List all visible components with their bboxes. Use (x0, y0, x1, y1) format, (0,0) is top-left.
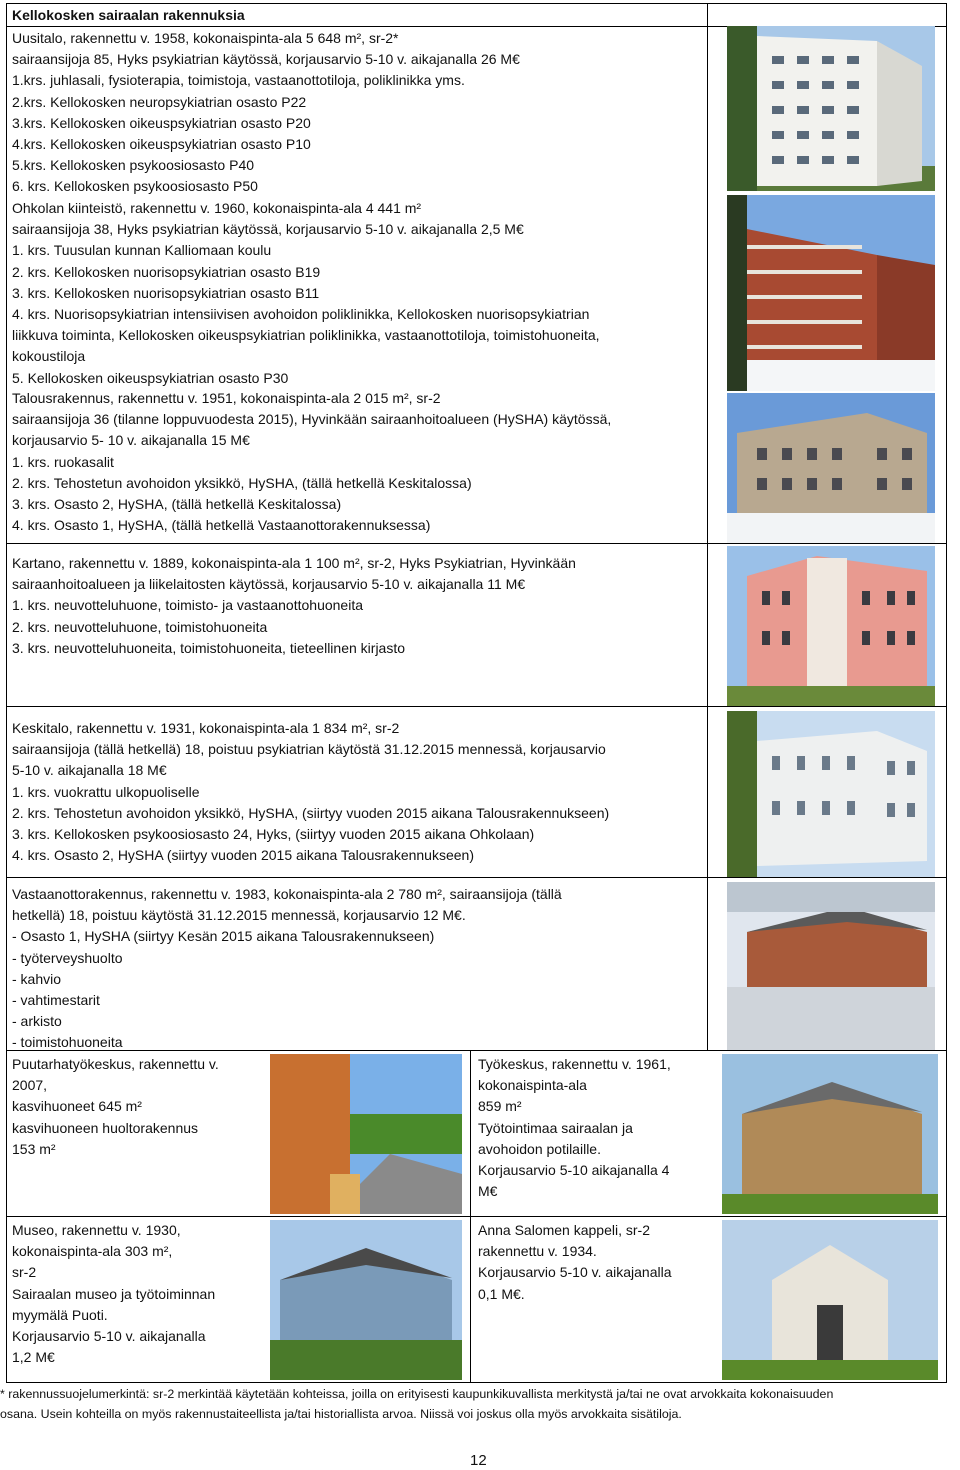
text-line: sairaansijoja 36 (tilanne loppuvuodesta 2015), Hyvinkään sairaanhoitoalueen (HySHA) käytössä, (12, 411, 612, 428)
page-number: 12 (470, 1452, 487, 1469)
keskitalo-description (12, 718, 609, 866)
text-line: sairaanhoitoalueen ja liikelaitosten käytössä, korjausarvio 5-10 v. aikajanalla 11 M€ (12, 576, 526, 593)
text-line: 2. krs. Tehostetun avohoidon yksikkö, HySHA, (tällä hetkellä Keskitalossa) (12, 474, 472, 491)
text-line: 5. Kellokosken oikeuspsykiatrian osasto P30 (12, 369, 289, 386)
column-divider (470, 1050, 471, 1383)
row-divider (6, 877, 947, 878)
ohkola-photo (727, 195, 935, 391)
text-line: Museo, rakennettu v. 1930, (12, 1222, 181, 1238)
text-line: - Osasto 1, HySHA (siirtyy Kesän 2015 aikana Talousrakennukseen) (12, 928, 435, 945)
text-line: - vahtimestarit (12, 991, 100, 1008)
text-line: 5-10 v. aikajanalla 18 M€ (12, 762, 167, 779)
puutarhatyokeskus-photo (270, 1054, 462, 1214)
text-line: Anna Salomen kappeli, sr-2 (478, 1222, 650, 1238)
text-line: sairaansijoja (tällä hetkellä) 18, poistuu psykiatrian käytöstä 31.12.2015 mennessä, korjausarvio (12, 741, 606, 758)
text-line: Keskitalo, rakennettu v. 1931, kokonaispinta-ala 1 834 m², sr-2 (12, 720, 400, 736)
text-line: korjausarvio 5- 10 v. aikajanalla 15 M€ (12, 432, 250, 449)
text-line: 1.krs. juhlasali, fysioterapia, toimistoja, vastaanottotiloja, poliklinikka yms. (12, 72, 465, 89)
text-line: - toimistohuoneita (12, 1034, 123, 1051)
vastaanottorakennus-description (12, 884, 562, 1054)
text-line: 4. krs. Osasto 2, HySHA (siirtyy vuoden 2015 aikana Talousrakennukseen) (12, 847, 474, 864)
row-divider (6, 706, 947, 707)
text-line: 1,2 M€ (12, 1349, 55, 1366)
text-line: kokonaispinta-ala 303 m², (12, 1243, 173, 1260)
text-line: myymälä Puoti. (12, 1306, 108, 1323)
tyokeskus-description (478, 1054, 671, 1202)
text-line: 3. krs. Osasto 2, HySHA, (tällä hetkellä Keskitalossa) (12, 495, 342, 512)
text-line: 3.krs. Kellokosken oikeuspsykiatrian osasto P20 (12, 114, 311, 131)
text-line: Uusitalo, rakennettu v. 1958, kokonaispinta-ala 5 648 m², sr-2* (12, 30, 399, 46)
uusitalo-description (12, 28, 520, 198)
column-divider (707, 3, 708, 1050)
museo-photo (270, 1220, 462, 1380)
text-line: 4.krs. Kellokosken oikeuspsykiatrian osasto P10 (12, 135, 311, 152)
text-line: - kahvio (12, 970, 62, 987)
text-line: Talousrakennus, rakennettu v. 1951, kokonaispinta-ala 2 015 m², sr-2 (12, 390, 441, 406)
text-line: 1. krs. Tuusulan kunnan Kalliomaan koulu (12, 242, 272, 259)
text-line: Työtointimaa sairaalan ja (478, 1119, 633, 1136)
text-line: 0,1 M€. (478, 1285, 525, 1302)
row-divider (6, 543, 947, 544)
text-line: 3. krs. neuvotteluhuoneita, toimistohuoneita, tieteellinen kirjasto (12, 639, 406, 656)
text-line: 5.krs. Kellokosken psykoosiosasto P40 (12, 157, 255, 174)
tyokeskus-photo (722, 1054, 938, 1214)
kartano-photo (727, 546, 935, 706)
text-line: 6. krs. Kellokosken psykoosiosasto P50 (12, 178, 258, 195)
text-line: avohoidon potilaille. (478, 1140, 601, 1157)
text-line: 1. krs. vuokrattu ulkopuoliselle (12, 783, 200, 800)
puutarhatyokeskus-description (12, 1054, 219, 1160)
text-line: kokonaispinta-ala (478, 1077, 587, 1094)
text-line: Kartano, rakennettu v. 1889, kokonaispinta-ala 1 100 m², sr-2, Hyks Psykiatrian, Hyvinkään (12, 555, 576, 571)
text-line: sr-2 (12, 1264, 37, 1281)
kartano-description (12, 553, 576, 659)
text-line: Korjausarvio 5-10 aikajanalla 4 (478, 1161, 670, 1178)
page-title: Kellokosken sairaalan rakennuksia (12, 7, 245, 23)
museo-description (12, 1220, 215, 1368)
talousrakennus-description (12, 388, 611, 536)
text-line: 1. krs. neuvotteluhuone, toimisto- ja vastaanottohuoneita (12, 597, 363, 614)
text-line: 859 m² (478, 1098, 522, 1115)
text-line: Ohkolan kiinteistö, rakennettu v. 1960, kokonaispinta-ala 4 441 m² (12, 200, 422, 216)
text-line: 2. krs. neuvotteluhuone, toimistohuoneita (12, 618, 268, 635)
ohkola-description (12, 198, 600, 389)
text-line: - arkisto (12, 1013, 62, 1030)
text-line: hetkellä) 18, poistuu käytöstä 31.12.2015 mennessä, korjausarvio 12 M€. (12, 907, 466, 924)
text-line: 3. krs. Kellokosken nuorisopsykiatrian osasto B11 (12, 284, 320, 301)
text-line: kokoustiloja (12, 348, 86, 365)
text-line: - työterveyshuolto (12, 949, 123, 966)
text-line: kasvihuoneet 645 m² (12, 1098, 142, 1115)
text-line: 4. krs. Osasto 1, HySHA, (tällä hetkellä Vastaanottorakennuksessa) (12, 517, 431, 534)
kappeli-photo (722, 1220, 938, 1380)
text-line: 2. krs. Kellokosken nuorisopsykiatrian osasto B19 (12, 263, 321, 280)
row-divider (6, 1216, 947, 1217)
text-line: 2. krs. Tehostetun avohoidon yksikkö, HySHA, (siirtyy vuoden 2015 aikana Talousrakennukseen) (12, 804, 610, 821)
keskitalo-photo (727, 711, 935, 877)
text-line: 1. krs. ruokasalit (12, 453, 114, 470)
talousrakennus-photo (727, 393, 935, 543)
text-line: sairaansijoja 85, Hyks psykiatrian käytössä, korjausarvio 5-10 v. aikajanalla 26 M€ (12, 51, 520, 68)
text-line: Sairaalan museo ja työtoiminnan (12, 1285, 216, 1302)
text-line: Puutarhatyökeskus, rakennettu v. (12, 1056, 219, 1072)
text-line: sairaansijoja 38, Hyks psykiatrian käytössä, korjausarvio 5-10 v. aikajanalla 2,5 M€ (12, 221, 524, 238)
text-line: kasvihuoneen huoltorakennus (12, 1119, 199, 1136)
text-line: rakennettu v. 1934. (478, 1243, 597, 1260)
uusitalo-photo (727, 26, 935, 191)
text-line: 2007, (12, 1077, 48, 1094)
footnote-line: osana. Usein kohteilla on myös rakennustaiteellista ja/tai historiallista arvoa. Niissä voi joskus olla myös arvokkaita sisätiloja. (0, 1407, 682, 1421)
vastaanottorakennus-photo (727, 882, 935, 1050)
text-line: Korjausarvio 5-10 v. aikajanalla (12, 1327, 206, 1344)
text-line: Vastaanottorakennus, rakennettu v. 1983, kokonaispinta-ala 2 780 m², sairaansijoja (tällä (12, 886, 562, 902)
text-line: Työkeskus, rakennettu v. 1961, (478, 1056, 671, 1072)
text-line: 2.krs. Kellokosken neuropsykiatrian osasto P22 (12, 93, 307, 110)
text-line: Korjausarvio 5-10 v. aikajanalla (478, 1264, 672, 1281)
kappeli-description (478, 1220, 672, 1305)
text-line: M€ (478, 1183, 498, 1200)
text-line: 153 m² (12, 1140, 56, 1157)
text-line: 4. krs. Nuorisopsykiatrian intensiivisen avohoidon poliklinikka, Kellokosken nuorisopsykiatrian (12, 305, 590, 322)
text-line: liikkuva toiminta, Kellokosken oikeuspsykiatrian poliklinikka, vastaanottotiloja, toimistohuoneita, (12, 327, 600, 344)
footnote-line: * rakennussuojelumerkintä: sr-2 merkintää käytetään kohteissa, joilla on erityisesti kaupunkikuvallista merkitystä ja/tai ne ovat arvokkaita kokonaisuuden (0, 1387, 834, 1401)
text-line: 3. krs. Kellokosken psykoosiosasto 24, Hyks, (siirtyy vuoden 2015 aikana Ohkolaan) (12, 825, 535, 842)
footnote (0, 1384, 833, 1424)
